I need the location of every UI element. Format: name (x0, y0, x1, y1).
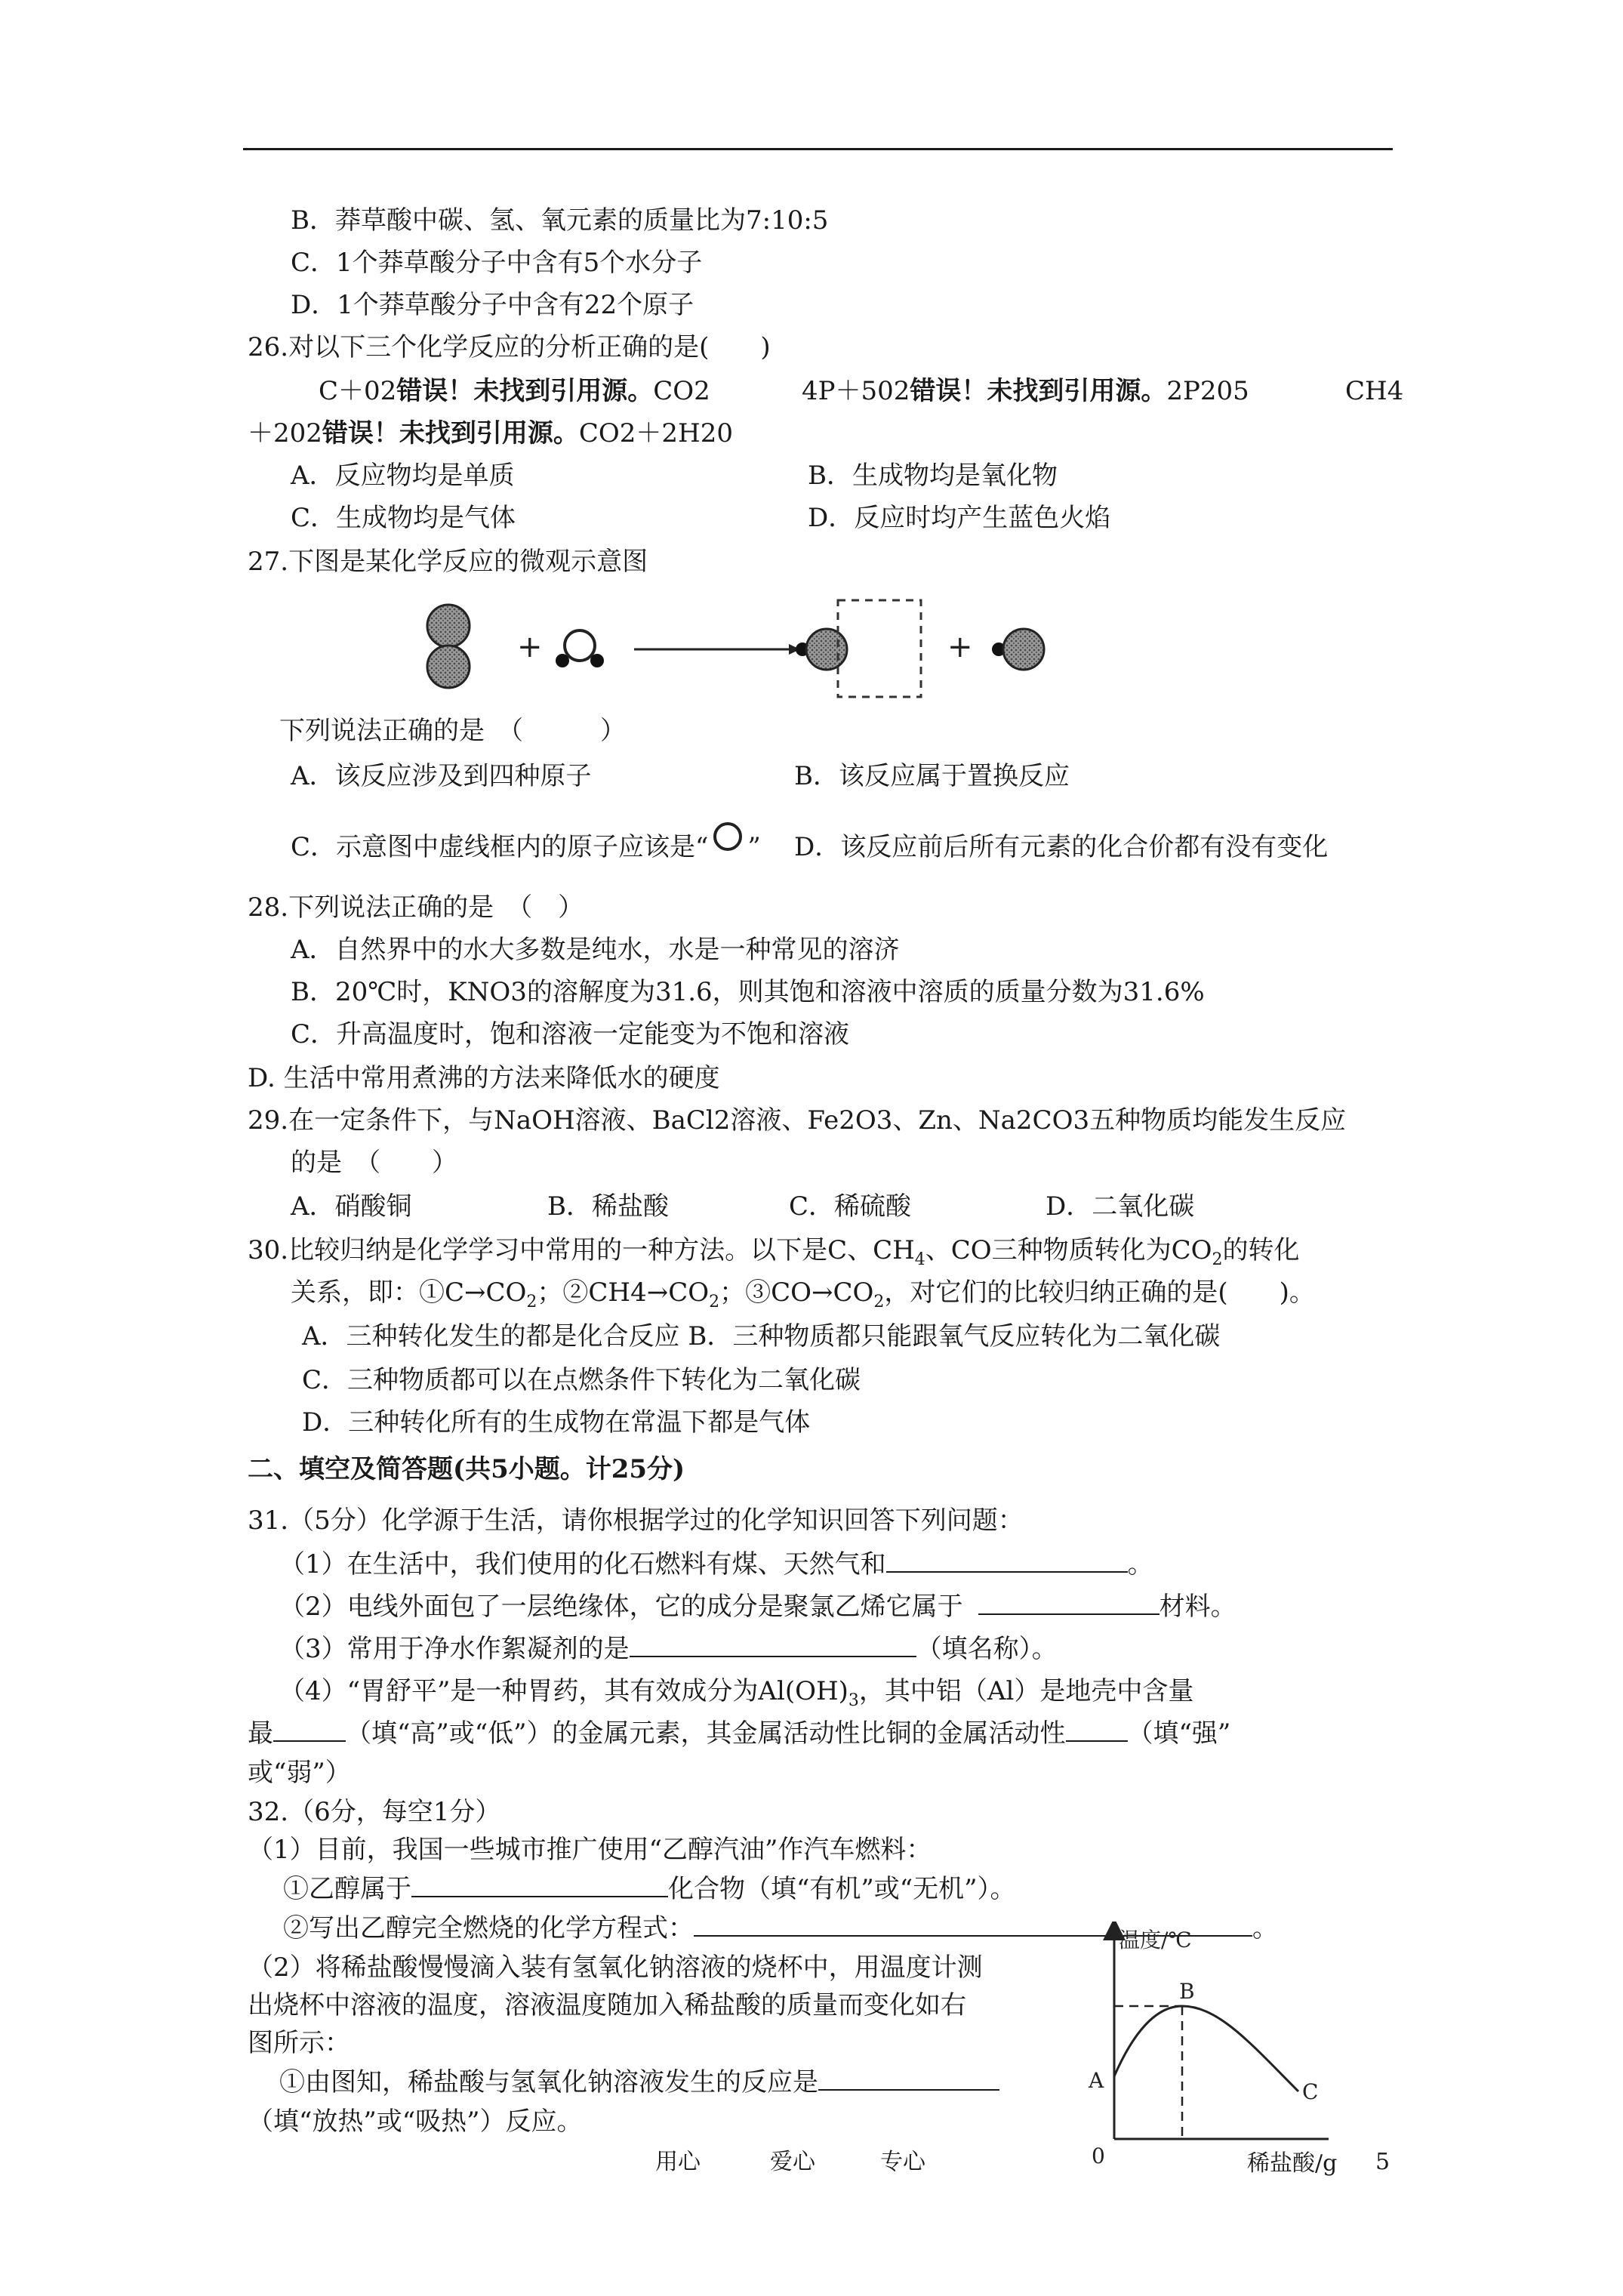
q30-stem2-c: ；③CO→CO (719, 1277, 874, 1308)
o2-molecule-icon (427, 605, 470, 688)
y-axis-label: 温度/℃ (1119, 1928, 1192, 1952)
q27-option-c-text: C．示意图中虚线框内的原子应该是“ (291, 832, 709, 862)
q31-part2 (279, 1590, 1236, 1623)
q26-eq2-error: 错误！未找到引用源。 (910, 376, 1167, 406)
q31-part1-text: （1）在生活中，我们使用的化石燃料有煤、天然气和 (279, 1549, 886, 1579)
q31-part4-line1 (279, 1675, 1193, 1708)
q32-part1-1-text: ①乙醇属于 (283, 1874, 411, 1904)
q25-option-b: B．莽草酸中碳、氢、氧元素的质量比为7:10:5 (291, 205, 829, 236)
q26-eq2-rhs: 2P205 (1166, 376, 1249, 406)
footer-word-3: 专心 (880, 2149, 925, 2175)
q25-option-c: C．1个莽草酸分子中含有5个水分子 (291, 248, 703, 278)
point-a-label: A (1089, 2068, 1104, 2093)
q26-eq3-lhs: ＋202 (248, 418, 322, 448)
q32-part2-1 (279, 2066, 999, 2099)
q26-option-a: A．反应物均是单质 (291, 461, 515, 491)
q31-stem: 31.（5分）化学源于生活，请你根据学过的化学知识回答下列问题： (248, 1505, 1024, 1536)
dashed-box-icon (838, 600, 921, 697)
q28-option-b: B．20℃时，KNO3的溶解度为31.6，则其饱和溶液中溶质的质量分数为31.6% (291, 977, 1205, 1007)
q27-stem: 27.下图是某化学反应的微观示意图 (248, 547, 648, 577)
q30-sub-b: 2 (709, 1292, 720, 1311)
q30-stem-line2 (291, 1276, 1315, 1309)
q32-part2-line3: 图所示： (248, 2028, 350, 2058)
q26-option-d: D．反应时均产生蓝色火焰 (808, 503, 1111, 533)
q32-part1: （1）目前，我国一些城市推广使用“乙醇汽油”作汽车燃料： (248, 1835, 932, 1865)
q31-part4-sub: 3 (848, 1690, 859, 1710)
q31-part3-text: （3）常用于净水作絮凝剂的是 (279, 1634, 630, 1664)
page-number: 5 (1375, 2149, 1390, 2175)
q30-stem2-a: 关系，即：①C→CO (291, 1277, 527, 1308)
q27-option-c (291, 831, 761, 864)
q29-stem-line1: 29.在一定条件下，与NaOH溶液、BaCl2溶液、Fe2O3、Zn、Na2CO3五种物质均能发生反应 (248, 1105, 1347, 1136)
q31-part1-end: 。 (1127, 1549, 1153, 1579)
q30-stem1-sub2: 2 (1212, 1250, 1223, 1269)
q31-part4-line2-a: 最 (248, 1718, 273, 1749)
q32-blank-1[interactable] (411, 1873, 668, 1897)
q31-part4-b: ，其中铝（Al）是地壳中含量 (858, 1676, 1194, 1706)
q31-blank-5[interactable] (1066, 1718, 1128, 1742)
reactant-molecule-2-icon (556, 630, 604, 667)
q29-option-d: D．二氧化碳 (1046, 1191, 1195, 1222)
q30-option-c: C．三种物质都可以在点燃条件下转化为二氧化碳 (302, 1365, 861, 1395)
q27-option-b: B．该反应属于置换反应 (794, 761, 1070, 791)
q32-stem: 32.（6分，每空1分） (248, 1797, 501, 1827)
point-b-label: B (1179, 1979, 1195, 2004)
q27-option-a: A．该反应涉及到四种原子 (291, 761, 592, 791)
q28-option-a: A．自然界中的水大多数是纯水，水是一种常见的溶济 (291, 935, 900, 965)
q32-part2-line1: （2）将稀盐酸慢慢滴入装有氢氧化钠溶液的烧杯中，用温度计测 (248, 1952, 983, 1983)
q27-option-d: D．该反应前后所有元素的化合价都有没有变化 (794, 832, 1329, 862)
q30-stem2-d: ，对它们的比较归纳正确的是( )。 (884, 1277, 1315, 1308)
x-axis-label: 稀盐酸/g (1247, 2150, 1338, 2177)
q30-stem2-b: ；②CH4→CO (537, 1277, 710, 1308)
q26-eq3-error: 错误！未找到引用源。 (322, 418, 579, 448)
plus-sign-2: + (947, 630, 973, 664)
q31-blank-2[interactable] (978, 1591, 1160, 1615)
q32-part2-1-text: ①由图知，稀盐酸与氢氧化钠溶液发生的反应是 (279, 2067, 818, 2097)
q31-part4-line2-b: （填“高”或“低”）的金属元素，其金属活动性比铜的金属活动性 (346, 1718, 1066, 1749)
q26-stem: 26.对以下三个化学反应的分析正确的是( ) (248, 332, 771, 362)
plus-sign-1: + (517, 630, 543, 664)
q30-sub-a: 2 (526, 1292, 537, 1311)
temperature-graph (1072, 1922, 1389, 2171)
q30-option-a-b: A．三种转化发生的都是化合反应 B．三种物质都只能跟氧气反应转化为二氧化碳 (302, 1321, 1221, 1351)
product-molecule-2-icon (992, 629, 1044, 670)
q29-option-a: A．硝酸铜 (291, 1191, 412, 1222)
q28-stem: 28.下列说法正确的是 （ ） (248, 892, 584, 923)
q30-stem1-a: 30.比较归纳是化学学习中常用的一种方法。以下是C、CH (248, 1235, 915, 1265)
o-atom-icon (708, 818, 747, 852)
q28-option-c: C．升高温度时，饱和溶液一定能变为不饱和溶液 (291, 1019, 850, 1049)
q31-blank-3[interactable] (630, 1633, 916, 1657)
q26-eq1-lhs: C＋02 (319, 376, 397, 406)
q32-blank-3[interactable] (818, 2066, 999, 2091)
q31-part4-line2 (248, 1717, 1230, 1750)
footer-word-2: 爱心 (770, 2149, 815, 2175)
q26-eq3 (248, 417, 733, 450)
q30-stem1-c: 的转化 (1222, 1235, 1300, 1265)
q31-part4-line2-c: （填“强” (1127, 1718, 1231, 1749)
q31-part2-text: （2）电线外面包了一层绝缘体，它的成分是聚氯乙烯它属于 (279, 1592, 963, 1622)
origin-label: 0 (1092, 2143, 1105, 2168)
q31-part4-a: （4）“胃舒平”是一种胃药，其有效成分为Al(OH) (279, 1676, 848, 1706)
q30-stem1-sub1: 4 (914, 1250, 925, 1269)
q28-option-d: D. 生活中常用煮沸的方法来降低水的硬度 (248, 1063, 720, 1093)
q29-option-b: B．稀盐酸 (547, 1191, 669, 1222)
q30-stem1-b: 、CO三种物质转化为CO (925, 1235, 1212, 1265)
footer-word-1: 用心 (655, 2149, 701, 2175)
q29-option-c: C．稀硫酸 (789, 1191, 912, 1222)
temperature-curve (1114, 2006, 1298, 2091)
q29-stem-line2: 的是 （ ） (291, 1148, 457, 1178)
reaction-arrow-icon (634, 644, 800, 655)
reaction-diagram (408, 585, 1087, 713)
q26-eq1 (319, 374, 710, 408)
q27-option-c-end: ” (747, 832, 761, 862)
q31-blank-4[interactable] (273, 1718, 346, 1742)
q27-prompt: 下列说法正确的是 （ ） (279, 716, 626, 746)
q30-stem-line1 (248, 1234, 1300, 1267)
q31-part4-line3: 或“弱”） (248, 1758, 351, 1788)
q31-part3 (279, 1632, 1058, 1666)
q32-part1-1 (283, 1872, 1016, 1906)
q31-part3-end: （填名称）。 (916, 1634, 1058, 1664)
q32-part2-1-end: （填“放热”或“吸热”）反应。 (248, 2106, 583, 2137)
q32-part1-1-end: 化合物（填“有机”或“无机”）。 (668, 1874, 1016, 1904)
q32-part1-2-text: ②写出乙醇完全燃烧的化学方程式： (283, 1913, 694, 1943)
q26-eq2-lhs: 4P＋502 (802, 376, 910, 406)
q30-sub-c: 2 (873, 1292, 885, 1311)
q26-eq2 (802, 374, 1249, 408)
section-2-heading: 二、填空及简答题(共5小题。计25分) (248, 1454, 685, 1484)
q32-part2-line2: 出烧杯中溶液的温度，溶液温度随加入稀盐酸的质量而变化如右 (248, 1990, 966, 2020)
q31-part1 (279, 1548, 1153, 1581)
q26-eq3-start: CH4 (1345, 376, 1404, 406)
q25-option-d: D．1个莽草酸分子中含有22个原子 (291, 290, 694, 320)
q31-part2-end: 材料。 (1159, 1592, 1236, 1622)
header-rule (243, 148, 1393, 150)
point-c-label: C (1302, 2079, 1319, 2104)
q26-eq3-rhs: CO2＋2H20 (578, 418, 733, 448)
product-molecule-1-icon (796, 629, 847, 670)
q31-blank-1[interactable] (886, 1549, 1128, 1573)
q26-option-c: C．生成物均是气体 (291, 503, 516, 533)
q26-eq1-rhs: CO2 (653, 376, 710, 406)
q30-option-d: D．三种转化所有的生成物在常温下都是气体 (302, 1407, 811, 1438)
q26-option-b: B．生成物均是氧化物 (808, 461, 1058, 491)
q26-eq1-error: 错误！未找到引用源。 (396, 376, 654, 406)
q32-part1-2-end: 。 (1252, 1913, 1278, 1943)
